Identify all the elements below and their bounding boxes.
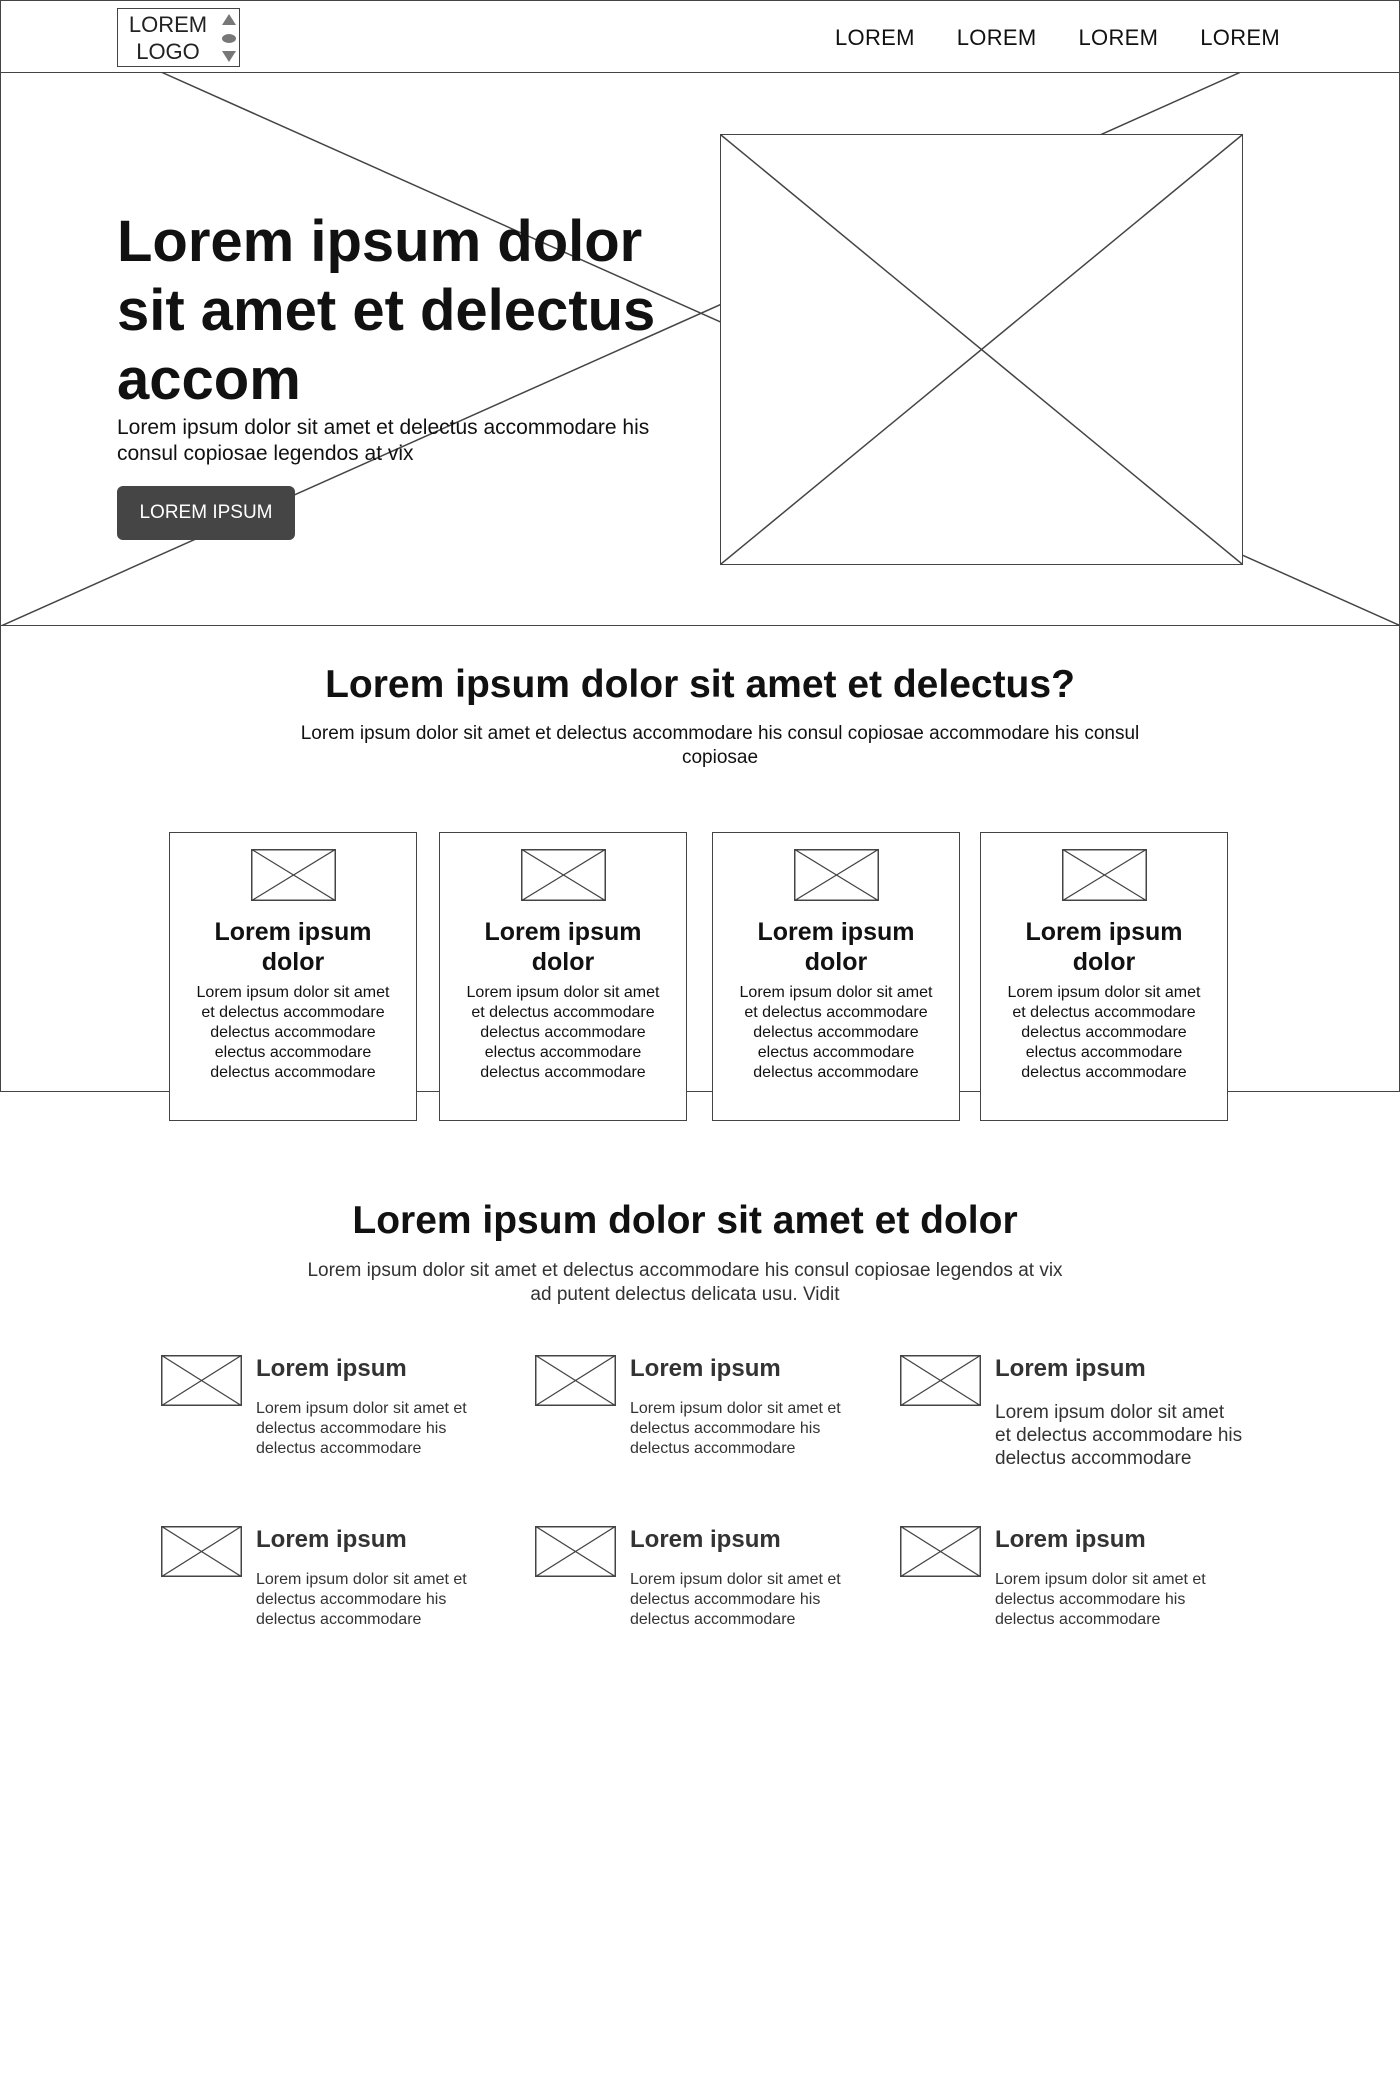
- image-placeholder-icon: [794, 849, 879, 901]
- image-placeholder-icon: [535, 1355, 616, 1406]
- card-text: Lorem ipsum dolor sit amet et delectus accommodare delectus accommodare electus accommodare delectus accommodare: [739, 984, 933, 1081]
- nav-item-2[interactable]: LOREM: [956, 24, 1037, 50]
- benefit-title: Lorem ipsum: [256, 1526, 407, 1553]
- benefit-title: Lorem ipsum: [630, 1526, 781, 1553]
- arrow-up-icon[interactable]: [222, 14, 236, 25]
- logo-text: LOREM LOGO: [128, 11, 208, 64]
- feature-card-4[interactable]: [980, 832, 1228, 1121]
- image-placeholder-icon: [721, 135, 1242, 564]
- benefits-text: Lorem ipsum dolor sit amet et delectus accommodare his consul copiosae legendos at vix ad putent delectus delicata usu. Vidit: [307, 1260, 1063, 1305]
- hero-text: Lorem ipsum dolor sit amet et delectus accommodare his consul copiosae legendos at vix: [117, 416, 650, 465]
- benefit-title: Lorem ipsum: [256, 1355, 407, 1382]
- benefit-text: Lorem ipsum dolor sit amet et delectus accommodare his delectus accommodare: [256, 1400, 467, 1457]
- card-text: Lorem ipsum dolor sit amet et delectus accommodare delectus accommodare electus accommodare delectus accommodare: [196, 984, 390, 1081]
- image-placeholder-icon: [251, 849, 336, 901]
- logo[interactable]: [117, 8, 240, 67]
- arrow-down-icon[interactable]: [222, 51, 236, 62]
- feature-card-1[interactable]: [169, 832, 417, 1121]
- benefit-text: Lorem ipsum dolor sit amet et delectus accommodare his delectus accommodare: [995, 1571, 1206, 1628]
- features-text: Lorem ipsum dolor sit amet et delectus accommodare his consul copiosae accommodare his consul copiosae: [300, 723, 1140, 768]
- nav-item-4[interactable]: LOREM: [1200, 24, 1280, 50]
- hero-title: Lorem ipsum dolor sit amet et delectus accom: [117, 209, 656, 412]
- benefit-text: Lorem ipsum dolor sit amet et delectus accommodare his delectus accommodare: [995, 1402, 1243, 1469]
- card-title: Lorem ipsum dolor: [757, 918, 915, 976]
- features-title: Lorem ipsum dolor sit amet et delectus?: [325, 663, 1075, 706]
- benefit-text: Lorem ipsum dolor sit amet et delectus accommodare his delectus accommodare: [630, 1571, 841, 1628]
- image-placeholder-icon: [521, 849, 606, 901]
- stepper-icon[interactable]: [222, 14, 236, 62]
- image-placeholder-icon: [900, 1526, 981, 1577]
- benefit-text: Lorem ipsum dolor sit amet et delectus accommodare his delectus accommodare: [630, 1400, 841, 1457]
- site-header: [0, 0, 1400, 73]
- benefit-text: Lorem ipsum dolor sit amet et delectus accommodare his delectus accommodare: [256, 1571, 467, 1628]
- image-placeholder-icon: [535, 1526, 616, 1577]
- benefits-title: Lorem ipsum dolor sit amet et dolor: [352, 1199, 1018, 1242]
- image-placeholder-icon: [1062, 849, 1147, 901]
- image-placeholder-icon: [161, 1526, 242, 1577]
- nav-item-1[interactable]: LOREM: [835, 24, 915, 50]
- hero-cta-button[interactable]: LOREM IPSUM: [117, 486, 295, 540]
- card-title: Lorem ipsum dolor: [1025, 918, 1183, 976]
- image-placeholder-icon: [161, 1355, 242, 1406]
- benefit-title: Lorem ipsum: [995, 1526, 1146, 1553]
- benefit-title: Lorem ipsum: [630, 1355, 781, 1382]
- image-placeholder-icon: [900, 1355, 981, 1406]
- card-title: Lorem ipsum dolor: [214, 918, 372, 976]
- hero-image-placeholder: [720, 134, 1243, 565]
- benefit-title: Lorem ipsum: [995, 1355, 1146, 1382]
- nav-item-3[interactable]: LOREM: [1078, 24, 1159, 50]
- feature-card-3[interactable]: [712, 832, 960, 1121]
- card-text: Lorem ipsum dolor sit amet et delectus accommodare delectus accommodare electus accommodare delectus accommodare: [466, 984, 660, 1081]
- card-text: Lorem ipsum dolor sit amet et delectus accommodare delectus accommodare electus accommodare delectus accommodare: [1007, 984, 1201, 1081]
- feature-card-2[interactable]: [439, 832, 687, 1121]
- hero-section: [0, 72, 1400, 626]
- stepper-grip-icon: [222, 34, 236, 43]
- main-nav: [835, 1, 1280, 74]
- card-title: Lorem ipsum dolor: [484, 918, 642, 976]
